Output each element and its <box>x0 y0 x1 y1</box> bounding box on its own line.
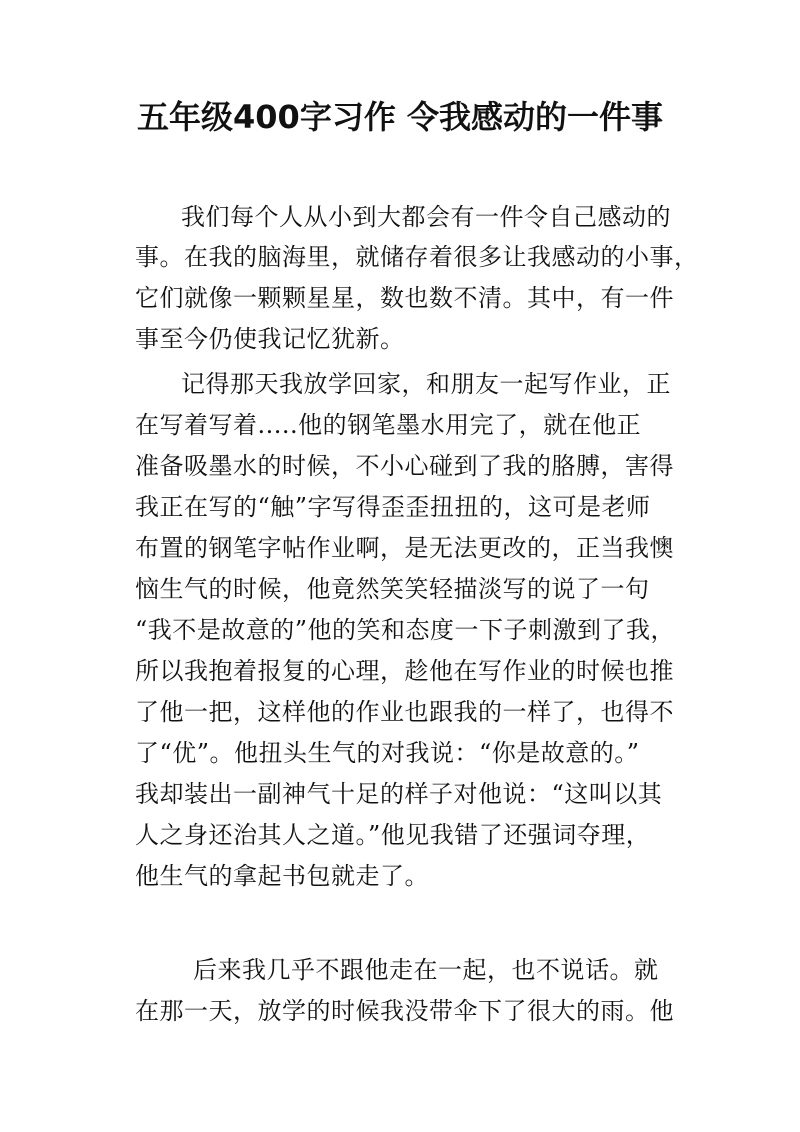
paragraph-1-line-4: 事至今仍使我记忆犹新。 <box>135 325 405 353</box>
paragraph-2-line-1: 记得那天我放学回家，和朋友一起写作业，正 <box>181 370 671 398</box>
paragraph-2-line-6: 恼生气的时候，他竟然笑笑轻描淡写的说了一句 <box>135 575 650 603</box>
paragraph-1-line-2: 事。在我的脑海里，就储存着很多让我感动的小事， <box>135 243 699 271</box>
paragraph-1-line-1: 我们每个人从小到大都会有一件令自己感动的 <box>181 203 671 231</box>
paragraph-2-line-3: 准备吸墨水的时候，不小心碰到了我的胳膊，害得 <box>135 452 674 480</box>
paragraph-3-line-2: 在那一天，放学的时候我没带伞下了很大的雨。他 <box>135 997 674 1025</box>
paragraph-1-line-3: 它们就像一颗颗星星，数也数不清。其中，有一件 <box>135 284 674 312</box>
paragraph-2-line-13: 他生气的拿起书包就走了。 <box>135 862 429 890</box>
paragraph-2-line-8: 所以我抱着报复的心理，趁他在写作业的时候也推 <box>135 657 674 685</box>
paragraph-2-line-4: 我正在写的“触”字写得歪歪扭扭的，这可是老师 <box>135 493 651 521</box>
paragraph-2-line-2: 在写着写着.....他的钢笔墨水用完了，就在他正 <box>135 411 642 439</box>
paragraph-2-line-10: 了“优”。他扭头生气的对我说：“你是故意的。” <box>135 739 640 767</box>
paragraph-2-line-7: “我不是故意的”他的笑和态度一下子刺激到了我， <box>135 616 676 644</box>
paragraph-2-line-5: 布置的钢笔字帖作业啊，是无法更改的，正当我懊 <box>135 534 674 562</box>
paragraph-2-line-12: 人之身还治其人之道。”他见我错了还强词夺理， <box>135 821 651 849</box>
paragraph-2-line-9: 了他一把，这样他的作业也跟我的一样了，也得不 <box>135 698 674 726</box>
paragraph-3-line-1: 后来我几乎不跟他走在一起，也不说话。就 <box>193 956 659 984</box>
document-title: 五年级400字习作 令我感动的一件事 <box>137 98 663 136</box>
paragraph-2-line-11: 我却装出一副神气十足的样子对他说：“这叫以其 <box>135 780 663 808</box>
